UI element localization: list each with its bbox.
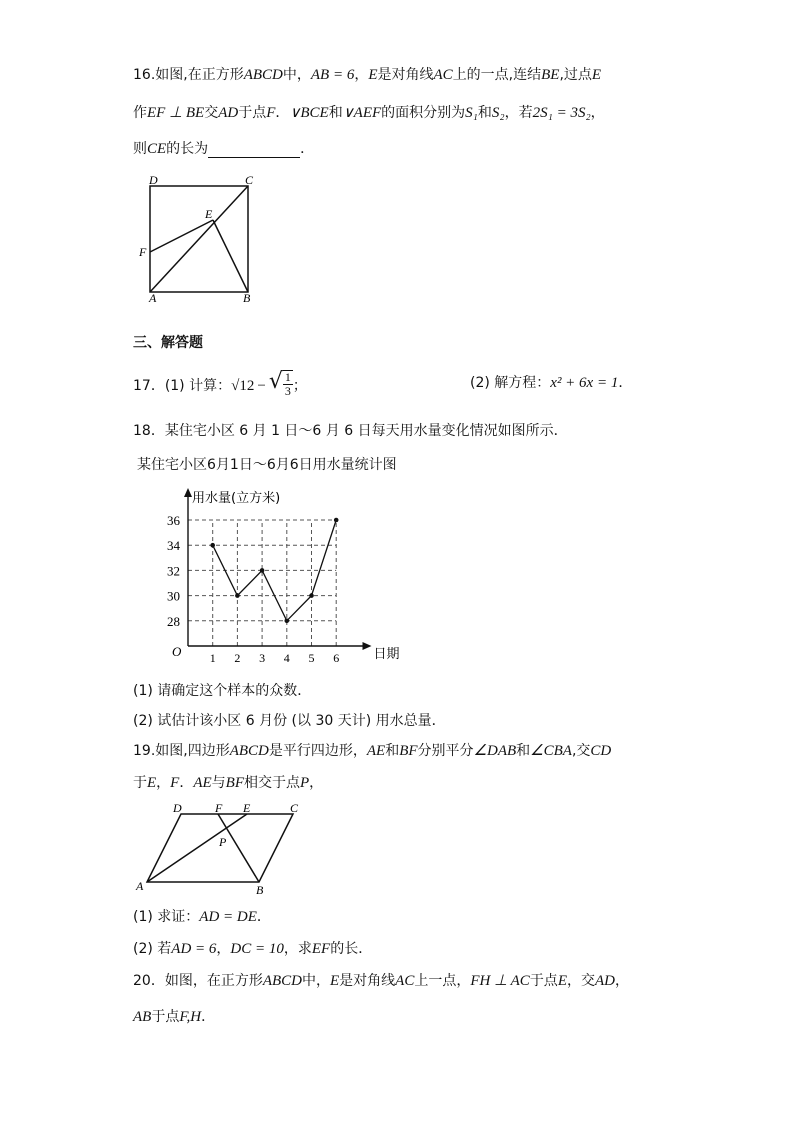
label-b: B	[243, 291, 251, 305]
y-tick-label: 36	[167, 513, 180, 528]
x-axis-arrow	[362, 642, 371, 650]
diagonal-ac	[150, 186, 248, 292]
q19-line2: 于E，F．AE与BF相交于点P，	[133, 775, 324, 791]
water-usage-chart	[160, 484, 400, 668]
y-tick-label: 32	[167, 563, 180, 579]
q19-figure	[133, 800, 308, 900]
y-axis-arrow	[184, 488, 192, 497]
y-axis-title: 用水量(立方米)	[192, 491, 281, 506]
q16-line2: 作EF ⊥ BE交AD于点F．∨BCE和∨AEF的面积分别为S₁和S₂，若2S₁ = 3S₂，	[133, 105, 605, 121]
data-point	[260, 568, 265, 573]
data-point	[285, 619, 290, 624]
q20-line1: 20．如图，在正方形ABCD中，E是对角线AC上一点，FH ⊥ AC于点E，交AD，	[133, 973, 629, 989]
x-tick-label: 5	[308, 651, 315, 665]
label-b: B	[256, 883, 264, 897]
x-tick-label: 2	[234, 651, 241, 665]
segment-ef	[150, 220, 213, 252]
label-d: D	[149, 173, 158, 187]
q16-line1: 16.如图,在正方形ABCD中，AB = 6，E是对角线AC上的一点,连结BE,过点E	[133, 67, 602, 83]
origin-label: O	[172, 644, 182, 659]
x-tick-label: 1	[209, 651, 216, 665]
segment-ae	[147, 814, 247, 882]
x-axis-title: 日期	[373, 647, 400, 662]
label-a: A	[149, 291, 157, 305]
x-tick-label: 3	[259, 651, 266, 665]
q16-line3: 则CE的长为 ．	[133, 141, 315, 157]
q17-line: 17．(1) 计算：√12 − √ $\frac{1}{3}$ ；	[133, 369, 307, 398]
q18-part2: (2) 试估计该小区 6 月份 (以 30 天计) 用水总量．	[133, 713, 446, 729]
data-point	[235, 593, 240, 598]
label-e: E	[243, 801, 251, 815]
segment-be	[213, 220, 248, 292]
label-c: C	[290, 801, 299, 815]
label-e: E	[205, 207, 213, 221]
label-c: C	[245, 173, 254, 187]
label-f: F	[215, 801, 223, 815]
q16-figure	[135, 172, 275, 304]
q20-line2: AB于点F,H．	[133, 1009, 216, 1025]
label-p: P	[219, 835, 227, 849]
q17-part2: (2) 解方程：x² + 6x = 1．	[470, 375, 633, 391]
y-tick-label: 30	[167, 588, 180, 604]
q18-part1: (1) 请确定这个样本的众数．	[133, 683, 312, 699]
label-a: A	[136, 879, 144, 893]
data-point	[210, 543, 215, 548]
data-point	[334, 518, 339, 523]
answer-blank	[208, 143, 300, 158]
q19-line1: 19.如图,四边形ABCD是平行四边形，AE和BF分别平分∠DAB和∠CBA,交CD	[133, 743, 612, 759]
label-d: D	[173, 801, 182, 815]
data-point	[309, 593, 314, 598]
label-f: F	[139, 245, 147, 259]
q18-text: 18．某住宅小区 6 月 1 日～6 月 6 日每天用水量变化情况如图所示．	[133, 423, 568, 439]
chart-title: 某住宅小区6月1日～6月6日用水量统计图	[137, 457, 397, 473]
section-header: 三、解答题	[133, 335, 203, 351]
q19-part1: (1) 求证：AD = DE．	[133, 909, 271, 925]
q19-part2: (2) 若AD = 6，DC = 10，求EF的长．	[133, 941, 373, 957]
x-tick-label: 4	[283, 651, 290, 665]
x-tick-label: 6	[333, 651, 340, 665]
y-tick-label: 34	[167, 538, 180, 554]
y-tick-label: 28	[167, 613, 180, 629]
